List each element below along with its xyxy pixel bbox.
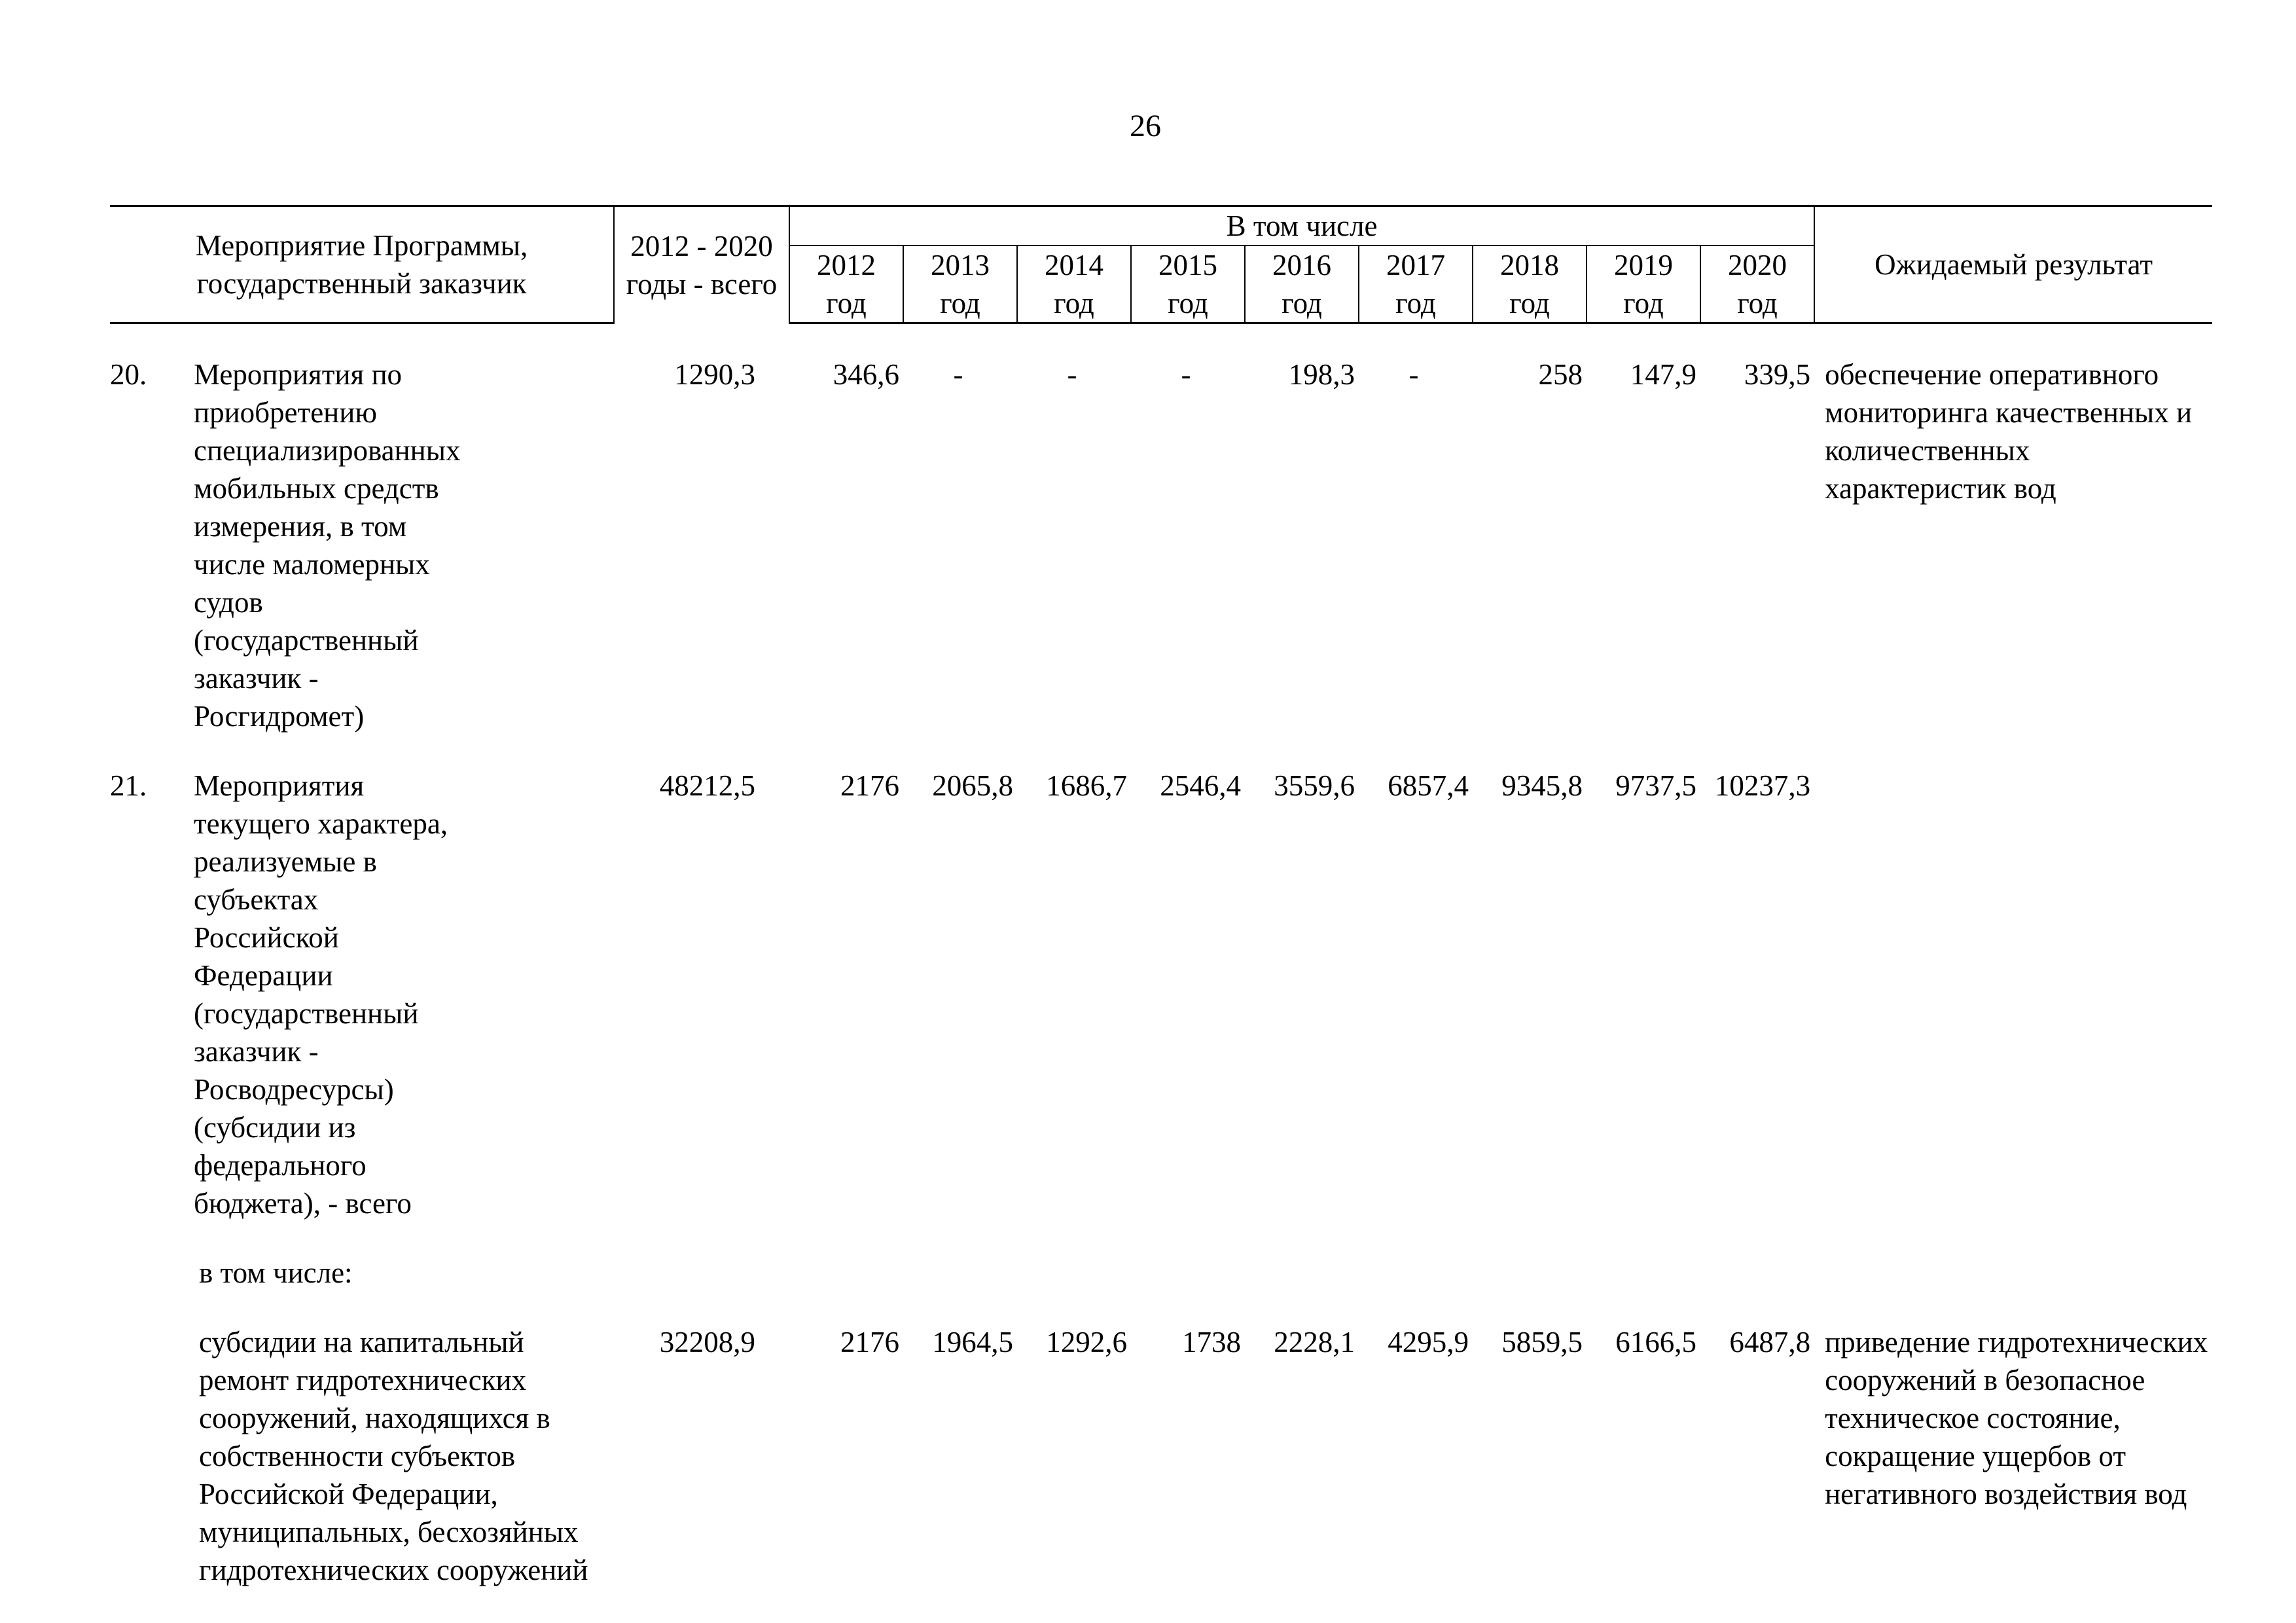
header-result: Ожидаемый результат	[1814, 206, 2212, 323]
total-cell: 48212,5	[659, 769, 755, 802]
value-2018: 258	[1538, 358, 1583, 391]
value-2014: 1292,6	[1046, 1326, 1127, 1359]
result-cell: приведение гидротехнических сооружений в безопасное техническое состояние, сокращение ущербов от негативного воздействия вод	[1825, 1326, 2208, 1510]
activity-cell	[110, 1323, 614, 1589]
value-2016: 3559,6	[1274, 769, 1355, 802]
value-2020: 339,5	[1744, 358, 1811, 391]
header-year-2018: 2018 год	[1473, 246, 1587, 323]
value-2012: 2176	[840, 1326, 899, 1359]
value-2012: 2176	[840, 769, 899, 802]
header-year-2020: 2020 год	[1700, 246, 1814, 323]
value-2015: -	[1181, 358, 1191, 391]
total-cell: 32208,9	[659, 1326, 755, 1359]
value-2019: 9737,5	[1615, 769, 1696, 802]
value-2017: 6857,4	[1388, 769, 1469, 802]
activity-text: Мероприятия текущего характера, реализуемые в субъектах Российской Федерации (государственный заказчик - Росводресурсы) (субсидии из федерального бюджета), - всего	[194, 769, 448, 1220]
value-2017: -	[1408, 358, 1419, 391]
header-year-2014: 2014 год	[1017, 246, 1131, 323]
value-2020: 10237,3	[1714, 769, 1811, 802]
value-2019: 6166,5	[1615, 1326, 1696, 1359]
header-year-2016: 2016 год	[1245, 246, 1359, 323]
header-activity: Мероприятие Программы, государственный заказчик	[110, 206, 614, 323]
value-2019: 147,9	[1630, 358, 1696, 391]
value-2013: 2065,8	[932, 769, 1013, 802]
value-2015: 1738	[1182, 1326, 1241, 1359]
value-2013: -	[953, 358, 963, 391]
value-2012: 346,6	[833, 358, 899, 391]
program-table	[110, 205, 2212, 1589]
table-row	[110, 356, 2212, 735]
including-label: в том числе:	[199, 1256, 353, 1289]
header-total: 2012 - 2020 годы - всего	[614, 206, 789, 323]
header-year-2019: 2019 год	[1587, 246, 1700, 323]
value-2014: -	[1067, 358, 1077, 391]
value-2015: 2546,4	[1160, 769, 1241, 802]
row-number: 21.	[110, 769, 147, 802]
value-2018: 5859,5	[1501, 1326, 1583, 1359]
result-cell	[1814, 767, 2212, 1222]
table-row	[110, 767, 2212, 1222]
total-cell: 1290,3	[674, 358, 755, 391]
header-year-2012: 2012 год	[789, 246, 903, 323]
activity-text: субсидии на капитальный ремонт гидротехнических сооружений, находящихся в собственности субъектов Российской Федерации, муниципальных, бесхозяйных гидротехнических сооружений	[199, 1326, 588, 1586]
table-header	[110, 206, 2212, 323]
result-cell: обеспечение оперативного мониторинга качественных и количественных характеристик вод	[1825, 358, 2193, 505]
value-2018: 9345,8	[1501, 769, 1583, 802]
program-table-container	[110, 205, 2212, 1589]
header-including: В том числе	[789, 206, 1814, 246]
header-year-2013: 2013 год	[903, 246, 1017, 323]
activity-cell	[110, 356, 614, 735]
activity-cell	[110, 767, 614, 1222]
row-number: 20.	[110, 358, 147, 391]
value-2017: 4295,9	[1388, 1326, 1469, 1359]
table-body	[110, 323, 2212, 1590]
header-year-2017: 2017 год	[1359, 246, 1473, 323]
value-2016: 198,3	[1288, 358, 1355, 391]
value-2016: 2228,1	[1274, 1326, 1355, 1359]
including-row	[110, 1254, 2212, 1292]
activity-text: Мероприятия по приобретению специализированных мобильных средств измерения, в том числе маломерных судов (государственный заказчик - Росгидромет)	[194, 358, 461, 733]
including-label-cell	[110, 1254, 614, 1292]
value-2020: 6487,8	[1729, 1326, 1811, 1359]
header-year-2015: 2015 год	[1131, 246, 1245, 323]
page-number: 26	[1130, 109, 1161, 143]
table-row	[110, 1323, 2212, 1589]
value-2013: 1964,5	[932, 1326, 1013, 1359]
value-2014: 1686,7	[1046, 769, 1127, 802]
